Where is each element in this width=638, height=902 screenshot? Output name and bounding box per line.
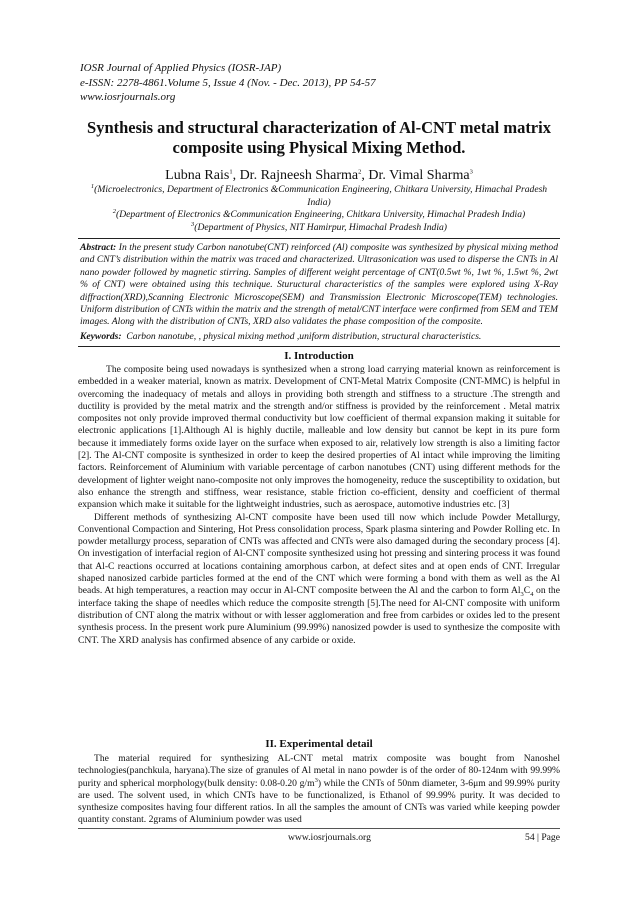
journal-header (80, 61, 376, 105)
section-heading-introduction: I. Introduction (284, 350, 354, 362)
affiliation: $^2$(Department of Electronics &Communication Engineering, Chitkara University, Himachal Pradesh India) (112, 208, 526, 221)
author-affil-mark: 3 (469, 168, 473, 176)
author-name: Dr. Vimal Sharma (368, 168, 470, 183)
abstract (80, 242, 558, 329)
abstract-label: Abstract: (80, 242, 117, 253)
keywords (80, 330, 558, 343)
footer-website: www.iosrjournals.org (288, 832, 371, 843)
journal-name: IOSR Journal of Applied Physics (IOSR-JAP) (80, 62, 282, 74)
affiliation: $^1$(Microelectronics, Department of Electronics &Communication Engineering, Chitkara University, Himachal Pradesh India) (90, 182, 548, 208)
keywords-text: Carbon nanotube, , physical mixing method ,uniform distribution, structural characteristics. (126, 330, 482, 342)
affiliation: $^3$(Department of Physics, NIT Hamirpur, Himachal Pradesh India) (191, 220, 447, 233)
journal-website: www.iosrjournals.org (80, 91, 176, 103)
author-list: Lubna Rais$^1$, Dr. Rajneesh Sharma$^2$, Dr. Vimal Sharma$^3$ (165, 168, 473, 183)
abstract-text: In the present study Carbon nanotube(CNT) reinforced (Al) composite was synthesized by physical mixing method and CNT’s distribution within the matrix was traced and characterized. Ultrasonication was used to disperse the CNTs in Al nano powder followed by magnetic stirring. Samples of different weight percentage of CNT(0.5wt %, 1wt %, 1.5wt %, 2wt % of CNT) were obtained using this technique. Stuructural characteristics of the samples were explored using X-Ray diffraction(XRD),Scanning Electronic Microscope(SEM) and Transmission Electronic Microscope(TEM) technologies. Uniform distribution of CNTs within the matrix and the strength of metal/CNT interface were confirmed from SEM and TEM images. Along with the distribution of CNTs, XRD also validates the phase composition of the composite. (80, 242, 559, 328)
page-footer (78, 828, 560, 843)
paper-title: Synthesis and structural characterization of Al-CNT metal matrix composite using Physical Mixing Method. (87, 118, 551, 157)
section-heading-experimental: II. Experimental detail (265, 738, 373, 750)
introduction-body (78, 364, 560, 647)
page-number: 54 | Page (525, 832, 560, 843)
keywords-label: Keywords: (80, 330, 122, 342)
affiliations (78, 184, 560, 234)
author-name: Dr. Rajneesh Sharma (239, 168, 359, 183)
paragraph: The composite being used nowadays is synthesized when a strong load carrying material known as reinforcement is embedded in a weaker material, known as matrix. Development of CNT-Metal Matrix Composite (CNT-MMC) is helpful in overcoming the inadequacy of metals and alloys in providing both strength and stiffness to a structure .The strength and ductility is provided by the metal matrix and the strength and/or stiffness is provided by the reinforcement . Metal matrix composites not only provide improved thermal conductivity but low coefficient of thermal expansion making it suitable for electronic applications [1].Although Al is highly ductile, malleable and low density but cannot be kept in its pure form because it immediately forms oxide layer on the surface when exposed to air, relatively low strength is also a limiting factor [2]. The Al-CNT composite is synthesized in order to keep the desired properties of Al intact while improving the limiting factors. Reinforcement of Aluminium with variable percentage of carbon nanotubes (CNT) using different methods for the development of lighter weight nano-composite not only improves the homogeneity, reduce the susceptibility to oxidation, but also enhance the strength and stiffness, wear resistance, stable friction co-efficient, density and coefficient of thermal expansion which make it suitable for the lightweight industries, such as aerospace, automotive industries etc. [3] (78, 364, 560, 511)
author-name: Lubna Rais (165, 168, 230, 183)
experimental-body (78, 753, 560, 827)
paragraph: The material required for synthesizing AL-CNT metal matrix composite was bought from Nanoshel technologies(panchkula, haryana).The size of granules of Al metal in nano powder is of the order of 80-124nm with 99.99% purity and spherical morphology(bulk density: 0.08-0.20 $g/m^3$) while the CNTs of 50nm diameter, 3-6μm and 99.99% purity are used. The solvent used, in which CNTs have to be functionalized, is Ethanol of 99.99% purity. It was decided to synthesize composites having four different ratios. In all the samples the amount of CNTs was varied while keeping powder quantity constant. 2grams of Aluminium powder was used (78, 753, 561, 826)
author-affil-mark: 1 (229, 168, 233, 176)
author-affil-mark: 2 (358, 168, 362, 176)
paragraph: Different methods of synthesizing Al-CNT composite have been used till now which include Powder Metallurgy, Conventional Compaction and Sintering, Hot Press consolidation process, Spark plasma sintering and Powder Rolling etc. In powder metallurgy process, separation of CNTs was affected and CNTs were also damaged during the secondary process [4]. On investigation of interfacial region of Al-CNT composite synthesized using hot pressing and sintering process it was found that Al-C reactions occurred at locations containing amorphous carbon, at defect sites and at open ends of CNT. Irregular shaped nanosized carbide particles formed at the end of the CNT which were forming a bond with them as well as the Al beads. At high temperatures, a reaction may occur in Al-CNT composite between the Al and the carbon to form $Al_3C_4$ on the interface taking the shape of needles which reduce the composite strength [5].The need for Al-CNT composite with uniform distribution of CNT along the matrix without or with lesser agglomeration and free from carbides or oxides led to the present synthesis process. In the present work pure Aluminium (99.99%) nanosized powder is used to synthesize the composite with CNT. The XRD analysis has confirmed absence of any carbide or oxide. (78, 511, 560, 646)
journal-issn: e-ISSN: 2278-4861.Volume 5, Issue 4 (Nov. - Dec. 2013), PP 54-57 (80, 76, 376, 89)
abstract-box (78, 238, 560, 347)
